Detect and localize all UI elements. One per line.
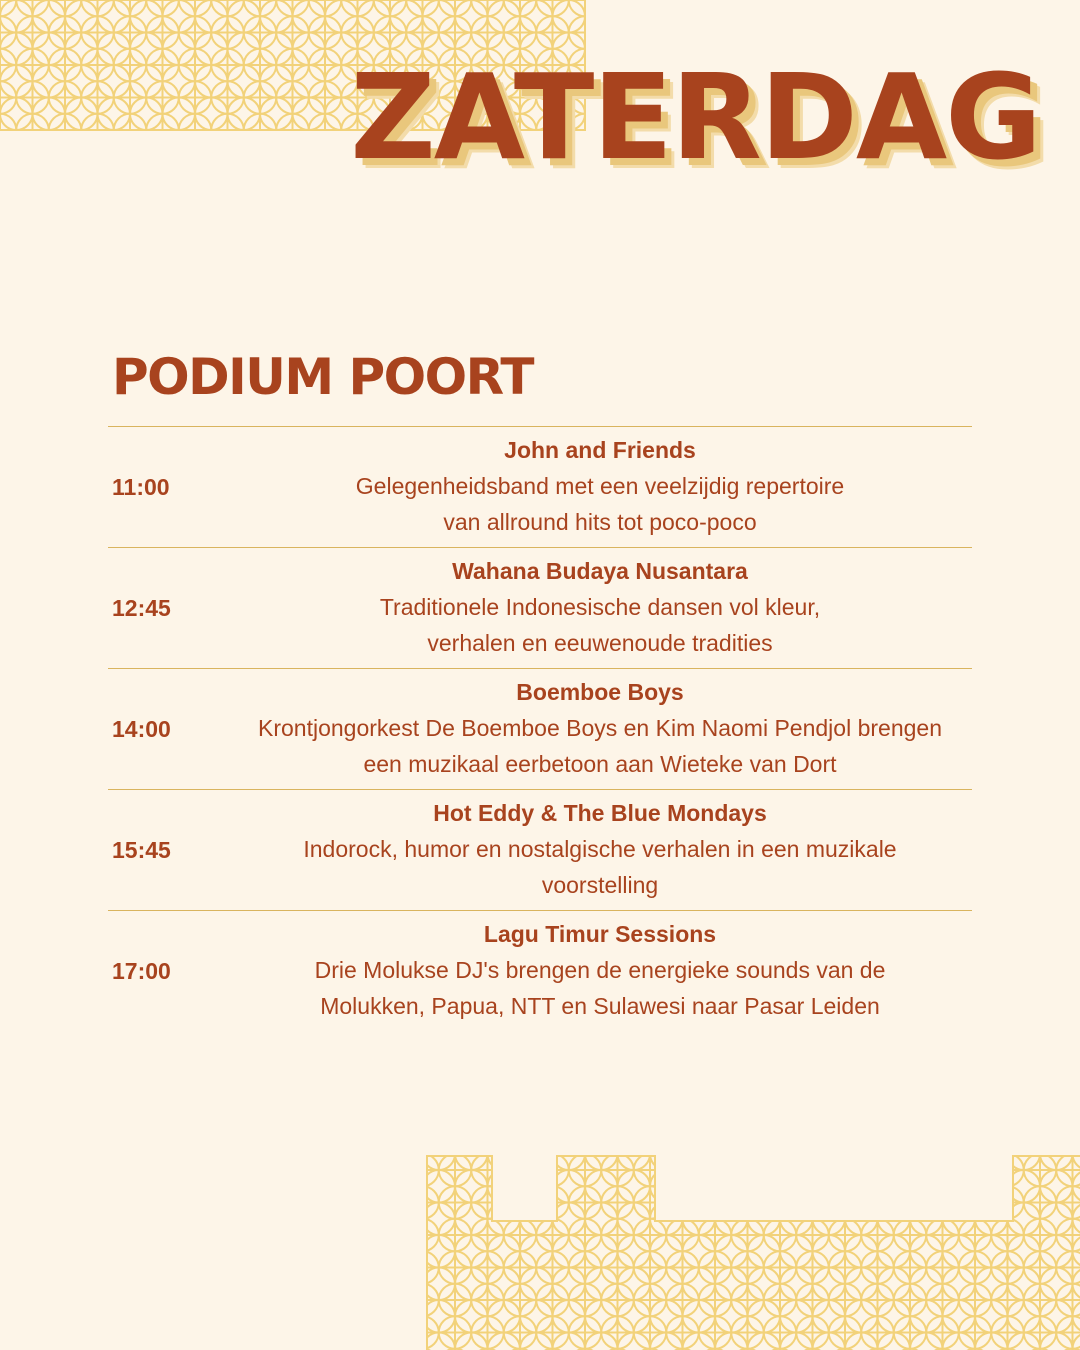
schedule-row	[108, 790, 972, 911]
schedule-list	[108, 426, 972, 1031]
act-description: Traditionele Indonesische dansen vol kleur, verhalen en eeuwenoude tradities	[379, 594, 821, 656]
act-time: 11:00	[112, 473, 170, 500]
act-description: Krontjongorkest De Boemboe Boys en Kim Naomi Pendjol brengen een muzikaal eerbetoon aan Wieteke van Dort	[258, 715, 942, 777]
act-name: Hot Eddy & The Blue Mondays	[433, 800, 767, 826]
decorative-pattern-bottom	[427, 1156, 1080, 1350]
act-name: Wahana Budaya Nusantara	[452, 558, 748, 584]
act-name: Lagu Timur Sessions	[483, 921, 717, 947]
act-time: 12:45	[112, 594, 171, 621]
act-name: John and Friends	[504, 437, 696, 463]
act-description: Indorock, humor en nostalgische verhalen in een muzikale voorstelling	[303, 836, 897, 898]
schedule-row	[108, 427, 972, 548]
schedule-row	[108, 911, 972, 1031]
act-description: Gelegenheidsband met een veelzijdig repertoire van allround hits tot poco-poco	[355, 473, 845, 535]
act-time: 15:45	[112, 836, 171, 863]
act-time: 14:00	[112, 715, 171, 742]
act-time: 17:00	[112, 957, 171, 984]
day-title: ZATERDAG	[350, 48, 1040, 186]
act-description: Drie Molukse DJ's brengen de energieke sounds van de Molukken, Papua, NTT en Sulawesi naar Pasar Leiden	[314, 957, 886, 1019]
schedule-row	[108, 548, 972, 669]
venue-title: PODIUM POORT	[112, 348, 534, 406]
act-name: Boemboe Boys	[516, 679, 684, 705]
schedule-row	[108, 669, 972, 790]
